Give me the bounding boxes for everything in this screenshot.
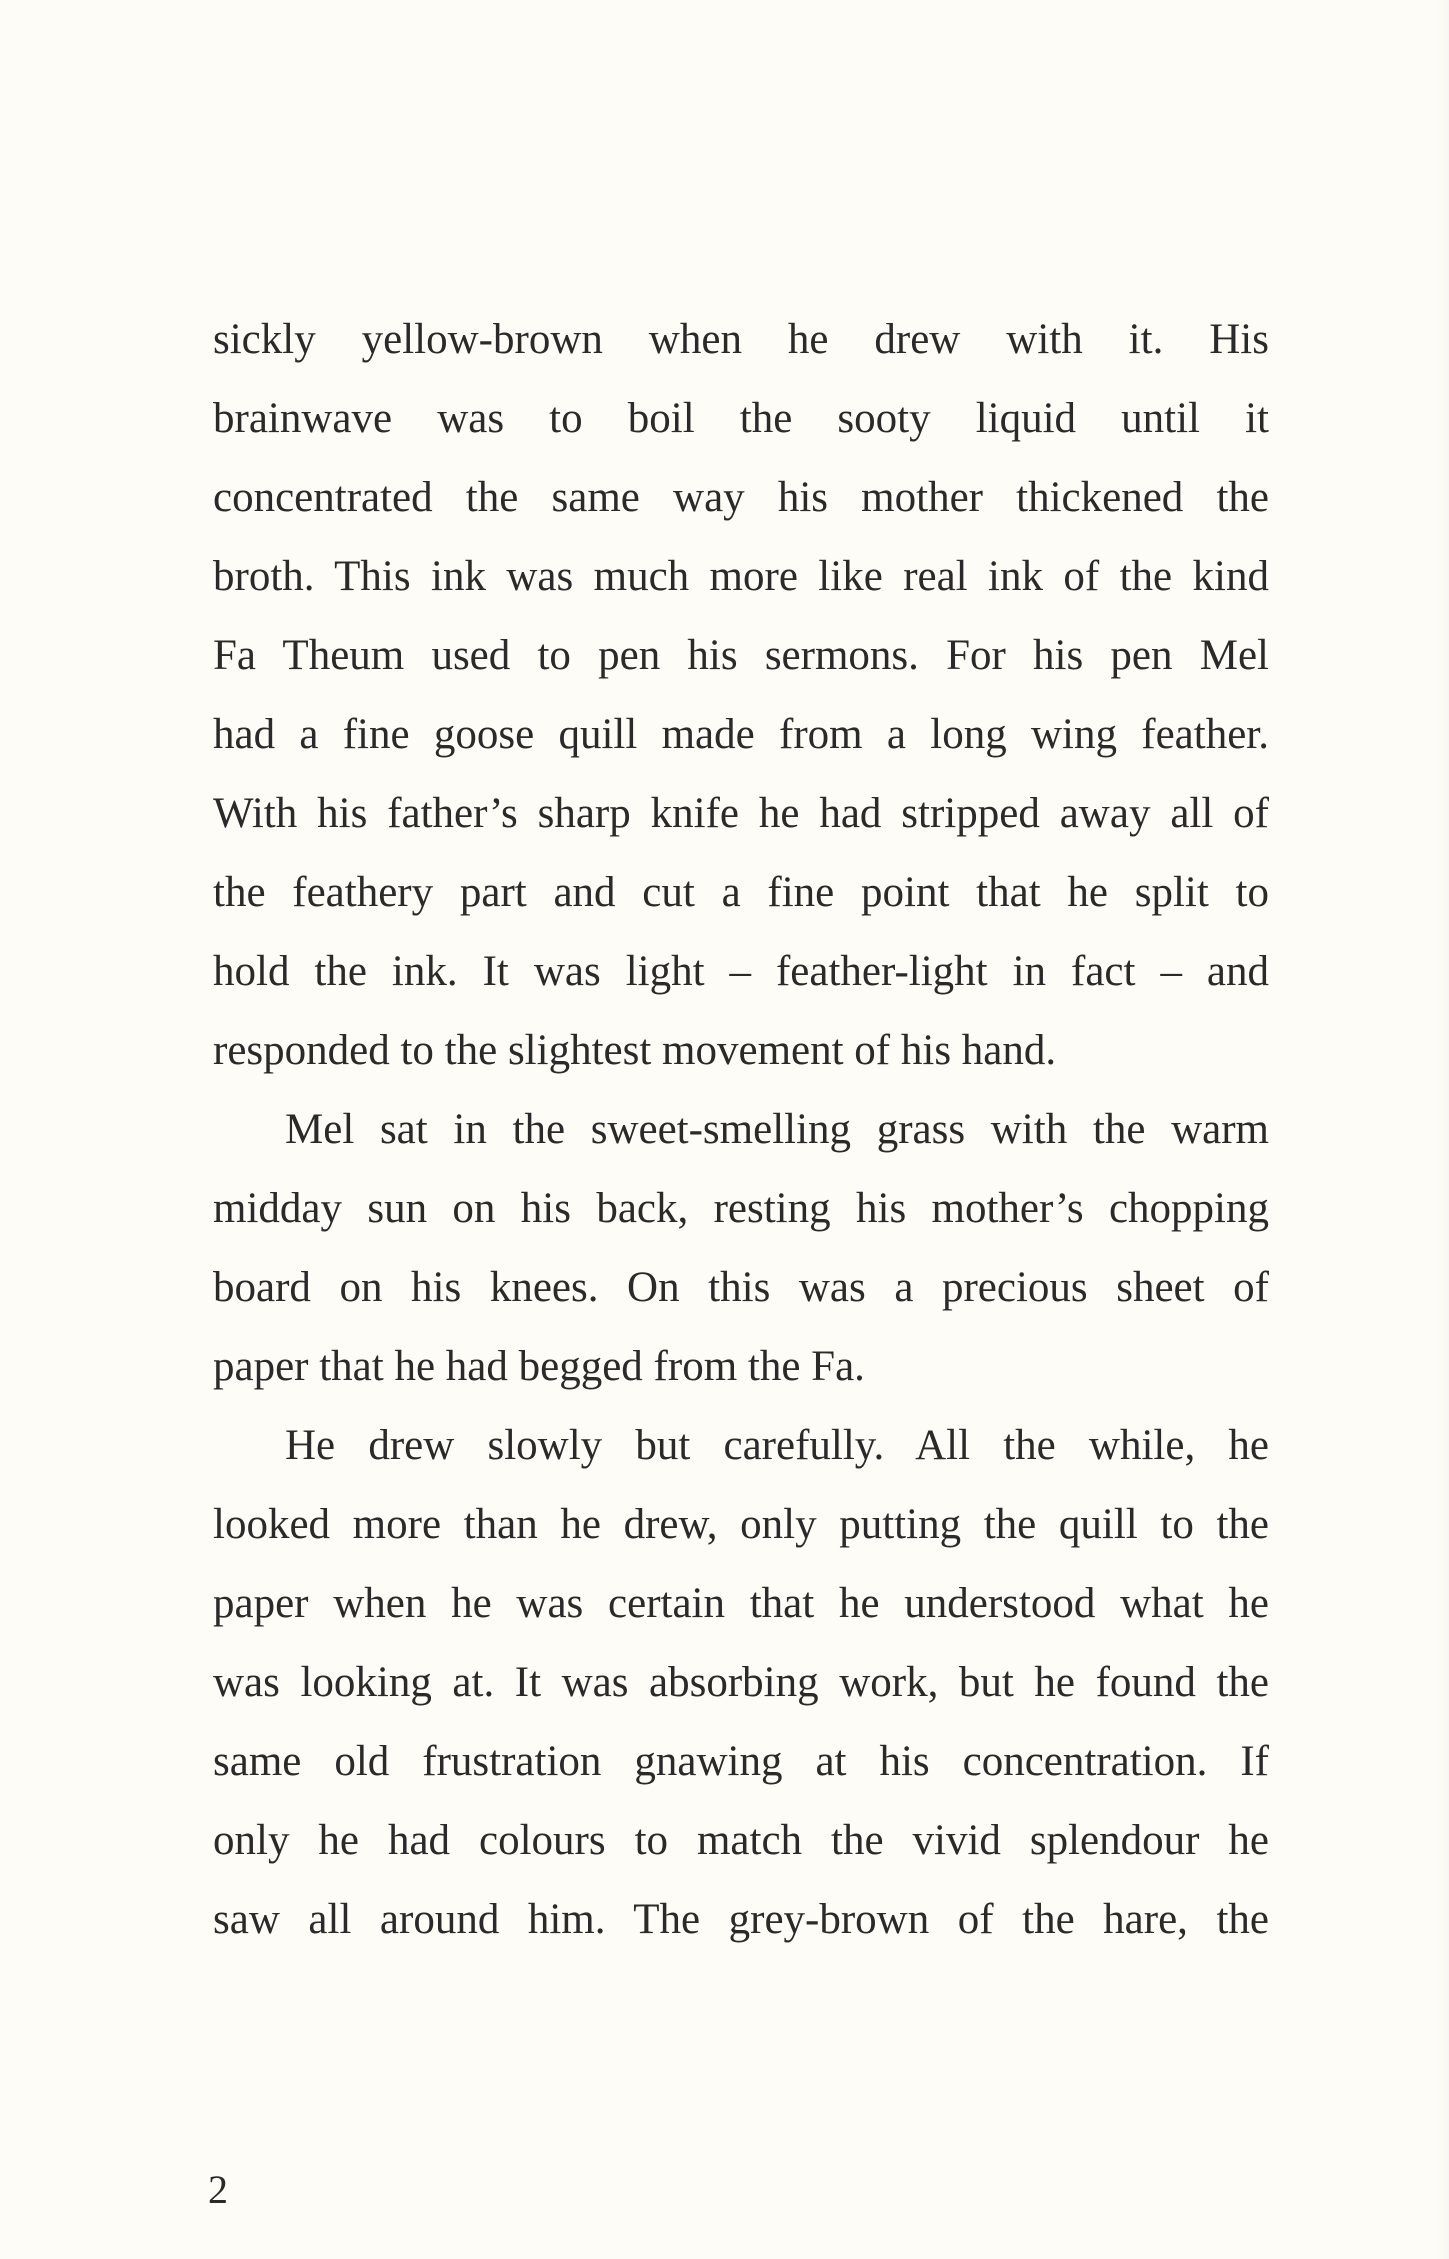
text-line: was looking at. It was absorbing work, but he found the: [213, 1659, 1269, 1706]
paragraph-1: [213, 300, 1269, 1090]
text-line: brainwave was to boil the sooty liquid until it: [213, 395, 1269, 442]
text-line: broth. This ink was much more like real ink of the kind: [213, 553, 1269, 600]
text-line: With his father’s sharp knife he had stripped away all of: [213, 790, 1269, 837]
text-line: He drew slowly but carefully. All the while, he: [285, 1422, 1269, 1469]
text-line: looked more than he drew, only putting the quill to the: [213, 1501, 1269, 1548]
text-line: hold the ink. It was light – feather-light in fact – and: [213, 948, 1269, 995]
text-line: Fa Theum used to pen his sermons. For his pen Mel: [213, 632, 1269, 679]
text-line: sickly yellow-brown when he drew with it. His: [213, 316, 1269, 363]
text-line: had a fine goose quill made from a long wing feather.: [213, 711, 1269, 758]
text-line: concentrated the same way his mother thickened the: [213, 474, 1269, 521]
text-line: saw all around him. The grey-brown of the hare, the: [213, 1896, 1269, 1943]
text-line: responded to the slightest movement of his hand.: [213, 1027, 1057, 1074]
text-line: board on his knees. On this was a precious sheet of: [213, 1264, 1269, 1311]
paragraph-3: [213, 1406, 1269, 1959]
text-line: same old frustration gnawing at his concentration. If: [213, 1738, 1269, 1785]
page-number: 2: [208, 2167, 228, 2212]
text-line: the feathery part and cut a fine point that he split to: [213, 869, 1269, 916]
text-line: Mel sat in the sweet-smelling grass with the warm: [285, 1106, 1269, 1153]
text-line: midday sun on his back, resting his mother’s chopping: [213, 1185, 1269, 1232]
text-line: paper when he was certain that he understood what he: [213, 1580, 1269, 1627]
text-line: only he had colours to match the vivid splendour he: [213, 1817, 1269, 1864]
body-text: [213, 300, 1269, 1959]
paragraph-2: [213, 1090, 1269, 1406]
text-line: paper that he had begged from the Fa.: [213, 1343, 865, 1390]
page-edge: [1435, 0, 1449, 2259]
